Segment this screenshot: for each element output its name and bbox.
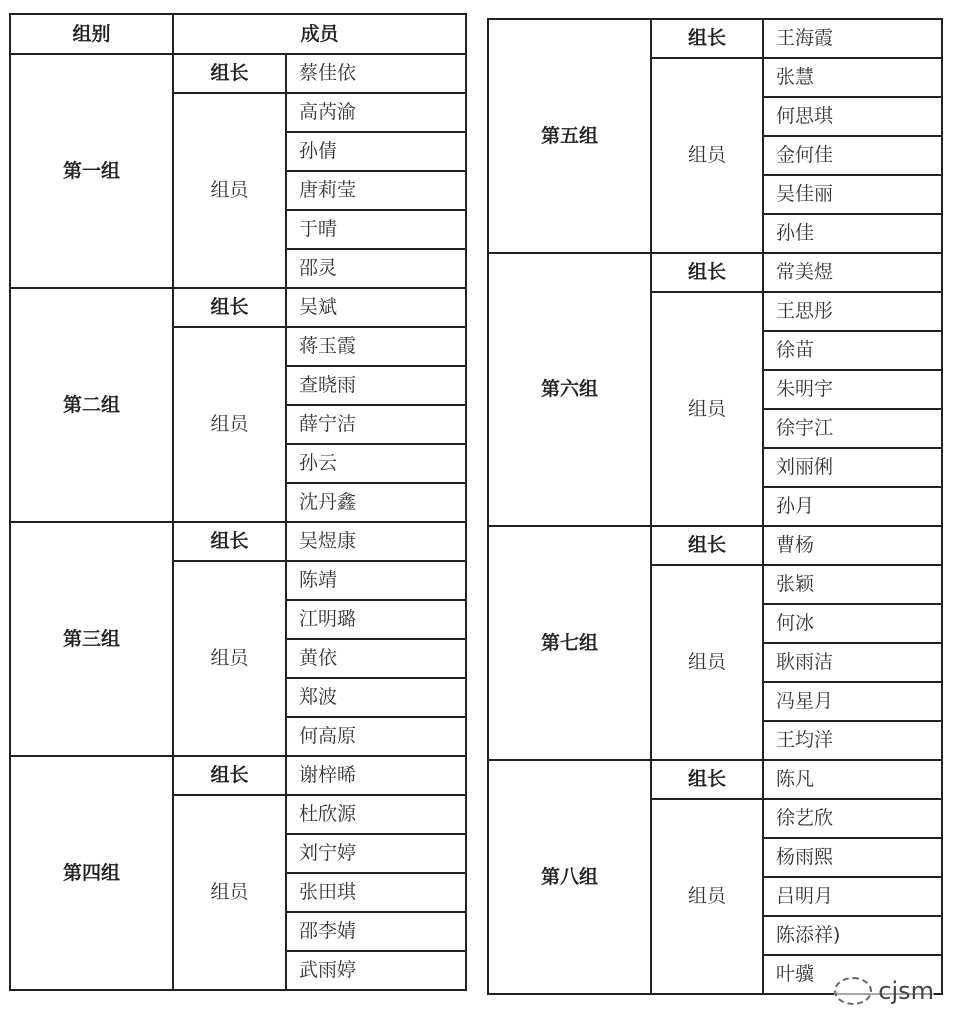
member-name: 邵灵 — [286, 249, 466, 288]
leader-role-label: 组长 — [651, 526, 763, 565]
member-name: 薛宁洁 — [286, 405, 466, 444]
leader-name: 蔡佳依 — [286, 54, 466, 93]
member-name: 徐宇江 — [763, 409, 942, 448]
member-name: 杜欣源 — [286, 795, 466, 834]
leader-role-label: 组长 — [173, 54, 286, 93]
member-name: 耿雨洁 — [763, 643, 942, 682]
member-name: 武雨婷 — [286, 951, 466, 990]
member-name: 查晓雨 — [286, 366, 466, 405]
member-name: 邵李婧 — [286, 912, 466, 951]
member-name: 吴佳丽 — [763, 175, 942, 214]
leader-role-label: 组长 — [173, 522, 286, 561]
member-name: 刘宁婷 — [286, 834, 466, 873]
leader-name: 吴斌 — [286, 288, 466, 327]
watermark — [834, 977, 934, 1005]
member-name: 何思琪 — [763, 97, 942, 136]
watermark-text: cjsm — [878, 977, 934, 1005]
member-name: 孙佳 — [763, 214, 942, 253]
header-members: 成员 — [173, 14, 466, 54]
member-name: 何冰 — [763, 604, 942, 643]
member-name: 吕明月 — [763, 877, 942, 916]
member-name: 刘丽俐 — [763, 448, 942, 487]
member-name: 陈添祥) — [763, 916, 942, 955]
leader-name: 王海霞 — [763, 19, 942, 58]
member-role-label: 组员 — [651, 799, 763, 994]
leader-role-label: 组长 — [651, 760, 763, 799]
member-name: 王思彤 — [763, 292, 942, 331]
member-role-label: 组员 — [173, 795, 286, 990]
group-name: 第三组 — [10, 522, 173, 756]
member-name: 张颖 — [763, 565, 942, 604]
member-name: 黄依 — [286, 639, 466, 678]
member-name: 沈丹鑫 — [286, 483, 466, 522]
group-leader-row — [488, 526, 942, 565]
member-name: 金何佳 — [763, 136, 942, 175]
group-leader-row — [10, 756, 466, 795]
leader-role-label: 组长 — [651, 253, 763, 292]
group-leader-row — [488, 760, 942, 799]
member-name: 于晴 — [286, 210, 466, 249]
member-role-label: 组员 — [651, 565, 763, 760]
member-role-label: 组员 — [651, 292, 763, 526]
group-name: 第七组 — [488, 526, 651, 760]
leader-role-label: 组长 — [173, 288, 286, 327]
member-name: 徐苗 — [763, 331, 942, 370]
leader-name: 吴煜康 — [286, 522, 466, 561]
group-name: 第一组 — [10, 54, 173, 288]
member-name: 陈靖 — [286, 561, 466, 600]
table-header-row — [10, 14, 466, 54]
group-leader-row — [488, 253, 942, 292]
member-name: 叶骥 — [763, 955, 942, 994]
group-name: 第五组 — [488, 19, 651, 253]
member-name: 孙倩 — [286, 132, 466, 171]
member-name: 张慧 — [763, 58, 942, 97]
group-leader-row — [10, 288, 466, 327]
right-member-table — [487, 18, 943, 995]
group-leader-row — [10, 54, 466, 93]
member-name: 冯星月 — [763, 682, 942, 721]
group-name: 第二组 — [10, 288, 173, 522]
member-role-label: 组员 — [173, 561, 286, 756]
member-role-label: 组员 — [173, 327, 286, 522]
leader-name: 常美煜 — [763, 253, 942, 292]
member-role-label: 组员 — [651, 58, 763, 253]
member-name: 徐艺欣 — [763, 799, 942, 838]
member-name: 杨雨熙 — [763, 838, 942, 877]
member-name: 唐莉莹 — [286, 171, 466, 210]
member-name: 孙月 — [763, 487, 942, 526]
leader-name: 陈凡 — [763, 760, 942, 799]
wechat-logo-icon — [834, 977, 872, 1005]
group-leader-row — [488, 19, 942, 58]
member-name: 高芮渝 — [286, 93, 466, 132]
member-role-label: 组员 — [173, 93, 286, 288]
leader-name: 谢梓晞 — [286, 756, 466, 795]
group-name: 第六组 — [488, 253, 651, 526]
member-name: 江明璐 — [286, 600, 466, 639]
group-name: 第八组 — [488, 760, 651, 994]
group-name: 第四组 — [10, 756, 173, 990]
leader-role-label: 组长 — [173, 756, 286, 795]
header-group: 组别 — [10, 14, 173, 54]
leader-name: 曹杨 — [763, 526, 942, 565]
member-name: 王均洋 — [763, 721, 942, 760]
left-member-table — [9, 13, 467, 991]
leader-role-label: 组长 — [651, 19, 763, 58]
member-name: 蒋玉霞 — [286, 327, 466, 366]
group-leader-row — [10, 522, 466, 561]
member-name: 郑波 — [286, 678, 466, 717]
member-name: 朱明宇 — [763, 370, 942, 409]
member-name: 孙云 — [286, 444, 466, 483]
member-name: 何高原 — [286, 717, 466, 756]
member-name: 张田琪 — [286, 873, 466, 912]
